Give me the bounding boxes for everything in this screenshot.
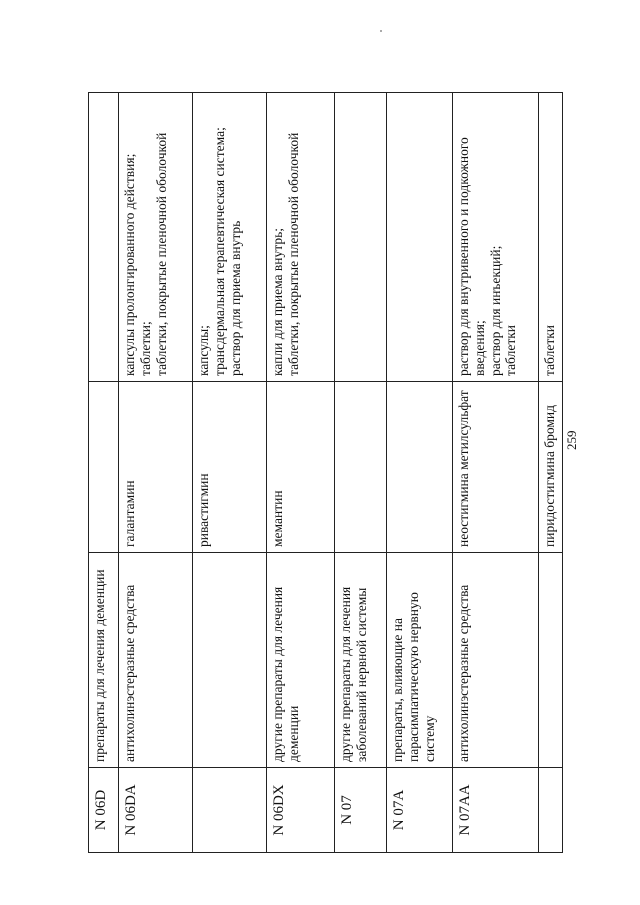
dosage-form: таблетки xyxy=(503,324,519,376)
table-row xyxy=(387,93,453,853)
drug-table xyxy=(88,92,563,853)
substance-cell xyxy=(89,382,119,553)
group-cell xyxy=(193,553,267,768)
dosage-form: капсулы; xyxy=(196,325,211,376)
table-row xyxy=(193,93,267,853)
substance-cell xyxy=(335,382,387,553)
table-row xyxy=(267,93,335,853)
dosage-form: таблетки xyxy=(542,324,557,376)
group-cell xyxy=(539,553,563,768)
dosage-form: раствор для приема внутрь xyxy=(227,220,243,376)
dosage-form: трансдермальная терапевтическая система; xyxy=(211,127,227,376)
substance-cell: неостигмина метилсульфат xyxy=(453,382,539,553)
group-cell: другие препараты для лечения деменции xyxy=(267,553,335,768)
code-cell: N 06D xyxy=(89,768,119,853)
dosage-form: таблетки, покрытые пленочной оболочкой xyxy=(153,132,169,376)
substance-cell: ривастигмин xyxy=(193,382,267,553)
code-cell: N 07A xyxy=(387,768,453,853)
drug-table-body xyxy=(89,93,563,853)
forms-cell xyxy=(539,93,563,382)
code-cell xyxy=(193,768,267,853)
forms-cell xyxy=(267,93,335,382)
code-cell xyxy=(539,768,563,853)
forms-cell xyxy=(335,93,387,382)
group-cell: препараты, влияющие на парасимпатическую нервную систему xyxy=(387,553,453,768)
substance-cell: мемантин xyxy=(267,382,335,553)
code-cell: N 07AA xyxy=(453,768,539,853)
code-cell: N 06DX xyxy=(267,768,335,853)
table-row xyxy=(335,93,387,853)
substance-cell: пиридостигмина бромид xyxy=(539,382,563,553)
group-cell: препараты для лечения деменции xyxy=(89,553,119,768)
scan-speck xyxy=(380,30,382,32)
code-cell: N 07 xyxy=(335,768,387,853)
table-row xyxy=(89,93,119,853)
group-cell: антихолинэстеразные средства xyxy=(119,553,193,768)
dosage-form: капсулы пролонгированного действия; xyxy=(122,153,137,376)
group-cell: другие препараты для лечения заболеваний нервной системы xyxy=(335,553,387,768)
rotated-table-container xyxy=(88,93,608,853)
forms-cell xyxy=(387,93,453,382)
dosage-form: раствор для инъекций; xyxy=(487,245,503,376)
table-row xyxy=(539,93,563,853)
forms-cell xyxy=(119,93,193,382)
table-row xyxy=(119,93,193,853)
dosage-form: раствор для внутривенного и подкожного введения; xyxy=(456,137,487,376)
page-number: 259 xyxy=(564,430,579,450)
table-row xyxy=(453,93,539,853)
substance-cell: галантамин xyxy=(119,382,193,553)
substance-cell xyxy=(387,382,453,553)
forms-cell xyxy=(89,93,119,382)
group-cell: антихолинэстеразные средства xyxy=(453,553,539,768)
dosage-form: таблетки; xyxy=(137,321,153,376)
dosage-form: таблетки, покрытые пленочной оболочкой xyxy=(285,132,301,376)
forms-cell xyxy=(453,93,539,382)
code-cell: N 06DA xyxy=(119,768,193,853)
forms-cell xyxy=(193,93,267,382)
dosage-form: капли для приема внутрь; xyxy=(270,228,285,376)
